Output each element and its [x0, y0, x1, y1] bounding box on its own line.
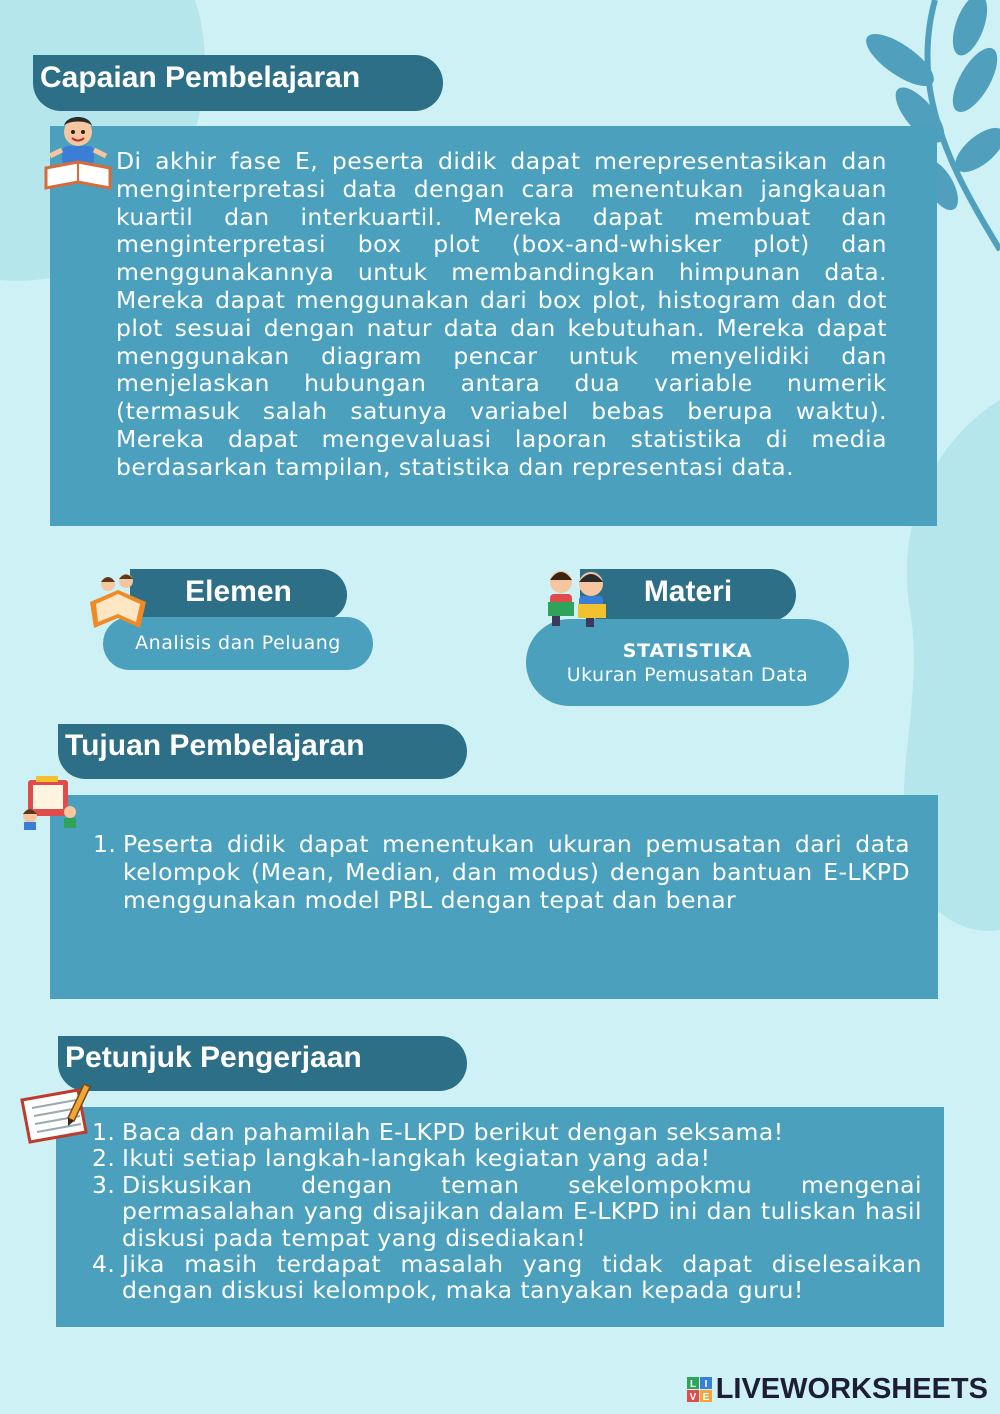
materi-topic: STATISTIKA — [622, 640, 753, 662]
student-reading-icon — [44, 110, 112, 190]
list-item-number: 1. — [92, 1118, 116, 1146]
list-item-text: Peserta didik dapat menentukan ukuran pemusatan dari data kelompok (Mean, Median, dan modus) dengan bantuan E-LKPD menggunakan model PBL dengan tepat dan benar — [123, 830, 910, 914]
list-item-text: Diskusikan dengan teman sekelompokmu mengenai permasalahan yang disajikan dalam E-LKPD ini dan tuliskan hasil diskusi pada tempat yang disediakan! — [122, 1170, 922, 1252]
tujuan-list — [93, 830, 910, 914]
capaian-text: Di akhir fase E, peserta didik dapat merepresentasikan dan menginterpretasi data dengan cara menentukan jangkauan kuartil dan interkuartil. Mereka dapat membuat dan menginterpretasi box plot (box-and-whisker plot) dan menggunakannya untuk membandingkan himpunan data. Mereka dapat menggunakan dari box plot, histogram dan dot plot sesuai dengan natur data dan kebutuhan. Mereka dapat menggunakan diagram pencar untuk menyelidiki dan menjelaskan hubungan antara dua variable numerik (termasuk salah satunya variabel bebas berupa waktu). Mereka dapat mengevaluasi laporan statistika di media berdasarkan tampilan, statistika dan representasi data. — [116, 147, 887, 481]
elemen-value: Analisis dan Peluang — [135, 632, 341, 654]
kids-reading-icon — [544, 566, 610, 628]
materi-chip — [526, 619, 849, 706]
list-item — [92, 1118, 922, 1146]
tujuan-panel — [50, 795, 938, 999]
list-item-number: 1. — [93, 830, 117, 858]
liveworksheets-logo — [687, 1373, 988, 1406]
list-item-text: Jika masih terdapat masalah yang tidak dapat diselesaikan dengan diskusi kelompok, maka tanyakan kepada guru! — [122, 1250, 922, 1305]
materi-title: Materi — [580, 569, 796, 621]
list-item-text: Ikuti setiap langkah-langkah kegiatan yang ada! — [122, 1144, 711, 1173]
list-item-number: 2. — [92, 1144, 116, 1173]
list-item — [93, 830, 910, 914]
kids-board-icon — [20, 772, 80, 832]
list-item-number: 3. — [92, 1170, 116, 1199]
logo-letter: V — [689, 1391, 697, 1403]
liveworksheets-logo-icon — [687, 1377, 713, 1403]
materi-subtopic: Ukuran Pemusatan Data — [566, 664, 809, 686]
list-item — [92, 1170, 922, 1252]
list-item-number: 4. — [92, 1250, 116, 1279]
petunjuk-list — [92, 1118, 922, 1305]
elemen-title: Elemen — [130, 569, 347, 621]
notebook-pencil-icon — [18, 1082, 94, 1144]
list-item — [92, 1144, 922, 1173]
list-item — [92, 1250, 922, 1305]
list-item-text: Baca dan pahamilah E-LKPD berikut dengan seksama! — [122, 1118, 784, 1146]
capaian-title: Capaian Pembelajaran — [33, 55, 443, 111]
petunjuk-title: Petunjuk Pengerjaan — [58, 1036, 467, 1091]
capaian-panel — [50, 126, 937, 526]
tujuan-title: Tujuan Pembelajaran — [58, 724, 467, 779]
kids-book-icon — [86, 572, 150, 632]
liveworksheets-brand-name: LIVEWORKSHEETS — [715, 1373, 988, 1405]
logo-letter: I — [704, 1378, 708, 1390]
petunjuk-panel — [56, 1107, 944, 1327]
logo-letter: L — [689, 1378, 696, 1390]
logo-letter: E — [702, 1391, 710, 1403]
